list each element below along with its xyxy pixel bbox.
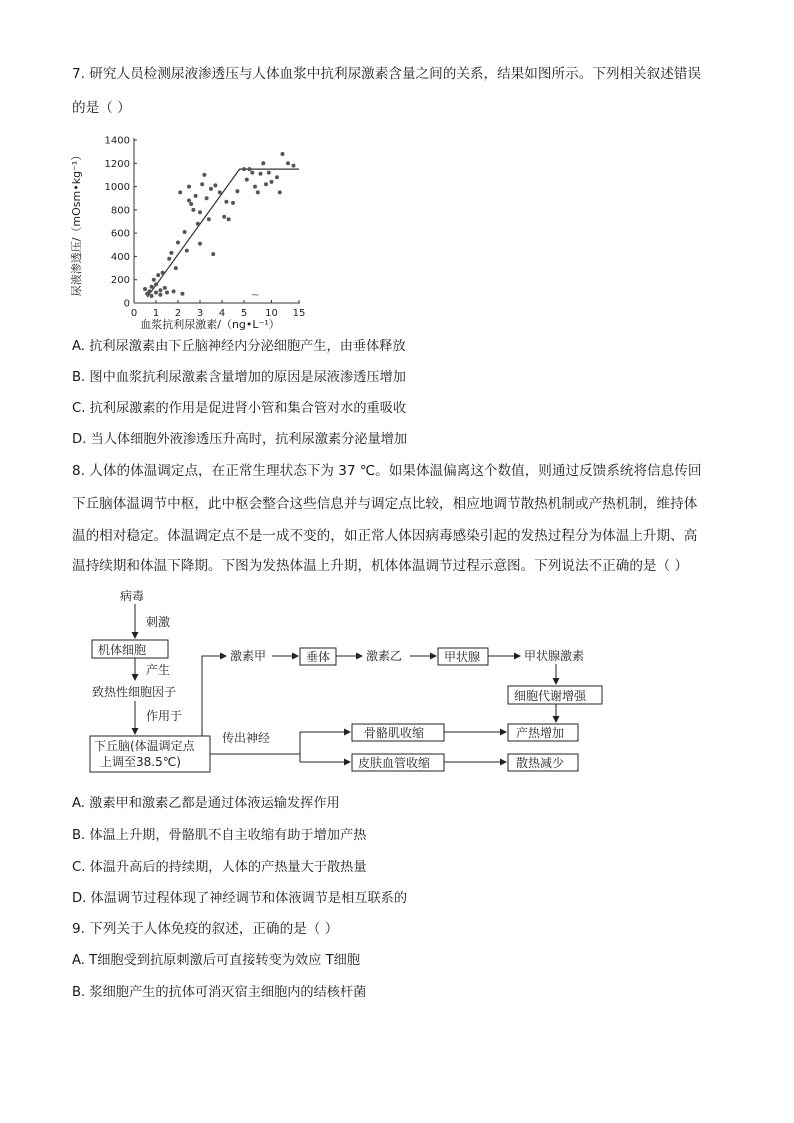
axis-break-mark: ~	[251, 290, 260, 301]
q7-scatter-chart	[70, 128, 320, 333]
q8-stem-line4: 温持续期和体温下降期。下图为发热体温上升期，机体体温调节过程示意图。下列说法不正确的是（ ）	[72, 558, 689, 574]
data-point	[185, 249, 189, 253]
data-point	[211, 252, 215, 256]
data-point	[172, 289, 176, 293]
data-point	[183, 230, 187, 234]
x-tick-label: 4	[218, 308, 226, 319]
q9-option-a: A. T细胞受到抗原刺激后可直接转变为效应 T细胞	[72, 953, 361, 968]
data-point	[158, 288, 162, 292]
node-body-cell: 机体细胞	[98, 643, 147, 657]
data-point	[267, 171, 271, 175]
data-point	[187, 185, 191, 189]
node-virus: 病毒	[120, 589, 145, 603]
data-point	[256, 190, 260, 194]
data-point	[242, 167, 246, 171]
y-axis-label: 尿液渗透压/（mOsm•kg⁻¹）	[70, 149, 83, 297]
data-point	[191, 208, 195, 212]
y-tick-label: 1000	[104, 182, 130, 194]
data-point	[169, 251, 173, 255]
x-tick-label: 15	[292, 308, 306, 319]
q9-option-b: B. 浆细胞产生的抗体可消灭宿主细胞内的结核杆菌	[72, 985, 367, 1000]
data-point	[253, 185, 257, 189]
q8-option-a: A. 激素甲和激素乙都是通过体液运输发挥作用	[72, 796, 340, 811]
data-point	[150, 285, 154, 289]
label-act-on: 作用于	[146, 709, 183, 723]
node-pituitary: 垂体	[306, 650, 331, 664]
q8-stem-line3: 温的相对稳定。体温调定点不是一成不变的，如正常人体因病毒感染引起的发热过程分为体温上升期、高	[72, 528, 698, 544]
x-tick-label: 2	[174, 308, 182, 319]
data-point	[207, 217, 211, 221]
data-point	[174, 266, 178, 270]
data-point	[198, 210, 202, 214]
data-point	[224, 200, 228, 204]
data-point	[150, 294, 154, 298]
data-point	[264, 182, 268, 186]
q8-stem-line1: 8. 人体的体温调定点，在正常生理状态下为 37 ℃。如果体温偏离这个数值，则通过反馈系统将信息传回	[72, 463, 702, 479]
q8-stem-line2: 下丘脑体温调节中枢，此中枢会整合这些信息并与调定点比较，相应地调节散热机制或产热机制，维持体	[72, 496, 698, 512]
x-tick-label: 1	[152, 308, 160, 319]
q8-option-c: C. 体温升高后的持续期，人体的产热量大于散热量	[72, 860, 367, 875]
data-point	[200, 182, 204, 186]
x-tick-label: 10	[265, 308, 278, 319]
data-point	[261, 161, 265, 165]
y-tick-label: 400	[110, 251, 130, 263]
node-metabolism-up: 细胞代谢增强	[514, 689, 587, 703]
data-point	[245, 178, 249, 182]
data-point	[180, 292, 184, 296]
data-point	[178, 190, 182, 194]
x-tick-label: 0	[130, 308, 138, 319]
data-point	[278, 190, 282, 194]
q7-stem-line1: 7. 研究人员检测尿液渗透压与人体血浆中抗利尿激素含量之间的关系，结果如图所示。下列相关叙述错误	[72, 66, 702, 82]
q9-stem: 9. 下列关于人体免疫的叙述，正确的是（ ）	[72, 921, 339, 937]
node-hypothalamus-1: 下丘脑(体温调定点	[94, 739, 195, 753]
data-point	[198, 242, 202, 246]
q8-flow-diagram	[80, 588, 610, 778]
data-point	[176, 241, 180, 245]
node-heat-loss-down: 散热减少	[516, 756, 565, 770]
data-point	[154, 282, 158, 286]
node-muscle-contract: 骨骼肌收缩	[364, 726, 425, 740]
data-point	[165, 291, 169, 295]
data-point	[187, 199, 191, 203]
data-point	[250, 171, 254, 175]
q7-option-d: D. 当人体细胞外液渗透压升高时，抗利尿激素分泌量增加	[72, 432, 408, 447]
node-pyrogen: 致热性细胞因子	[92, 685, 177, 699]
x-tick-label: 3	[196, 308, 204, 319]
y-tick-label: 1400	[104, 135, 130, 147]
data-point	[218, 190, 222, 194]
data-point	[167, 257, 171, 261]
node-hormone-a: 激素甲	[230, 649, 267, 663]
data-point	[222, 215, 226, 219]
data-point	[152, 278, 156, 282]
data-point	[156, 273, 160, 277]
node-thyroid: 甲状腺	[444, 650, 481, 664]
data-point	[286, 161, 290, 165]
q7-option-c: C. 抗利尿激素的作用是促进肾小管和集合管对水的重吸收	[72, 401, 407, 416]
label-produce: 产生	[146, 663, 171, 677]
data-point	[196, 222, 200, 226]
label-efferent-nerve: 传出神经	[222, 731, 271, 745]
data-point	[189, 202, 193, 206]
data-point	[209, 187, 213, 191]
label-stimulate: 刺激	[146, 615, 171, 629]
data-point	[205, 196, 209, 200]
data-point	[281, 152, 285, 156]
q7-option-b: B. 图中血浆抗利尿激素含量增加的原因是尿液渗透压增加	[72, 370, 406, 385]
y-tick-label: 0	[123, 298, 130, 310]
x-axis-label: 血浆抗利尿激素/（ng•L⁻¹）	[140, 318, 280, 331]
data-point	[147, 289, 151, 293]
y-tick-label: 200	[110, 275, 130, 287]
data-point	[292, 164, 296, 168]
data-point	[163, 286, 167, 290]
data-point	[202, 173, 206, 177]
q7-option-a: A. 抗利尿激素由下丘脑神经内分泌细胞产生，由垂体释放	[72, 339, 406, 354]
data-point	[275, 175, 279, 179]
node-heat-up: 产热增加	[516, 726, 565, 740]
q8-option-d: D. 体温调节过程体现了神经调节和体液调节是相互联系的	[72, 891, 408, 906]
y-tick-label: 800	[110, 205, 130, 217]
trend-line	[147, 169, 299, 297]
node-vessel-constrict: 皮肤血管收缩	[358, 756, 431, 770]
data-point	[227, 217, 231, 221]
data-point	[213, 183, 217, 187]
node-thyroxine: 甲状腺激素	[524, 649, 585, 663]
data-point	[143, 287, 147, 291]
data-point	[154, 291, 158, 295]
node-hormone-b: 激素乙	[366, 649, 403, 663]
q7-stem-line2: 的是（ ）	[72, 100, 131, 116]
x-tick-label: 5	[240, 308, 248, 319]
data-point	[161, 271, 165, 275]
data-point	[194, 194, 198, 198]
data-point	[259, 172, 263, 176]
data-point	[248, 167, 252, 171]
data-point	[158, 293, 162, 297]
q8-option-b: B. 体温上升期，骨骼肌不自主收缩有助于增加产热	[72, 828, 367, 843]
data-point	[235, 189, 239, 193]
y-tick-label: 1200	[104, 158, 130, 170]
node-hypothalamus-2: 上调至38.5℃)	[100, 755, 181, 769]
data-point	[231, 201, 235, 205]
y-tick-label: 600	[110, 228, 130, 240]
data-point	[270, 180, 274, 184]
